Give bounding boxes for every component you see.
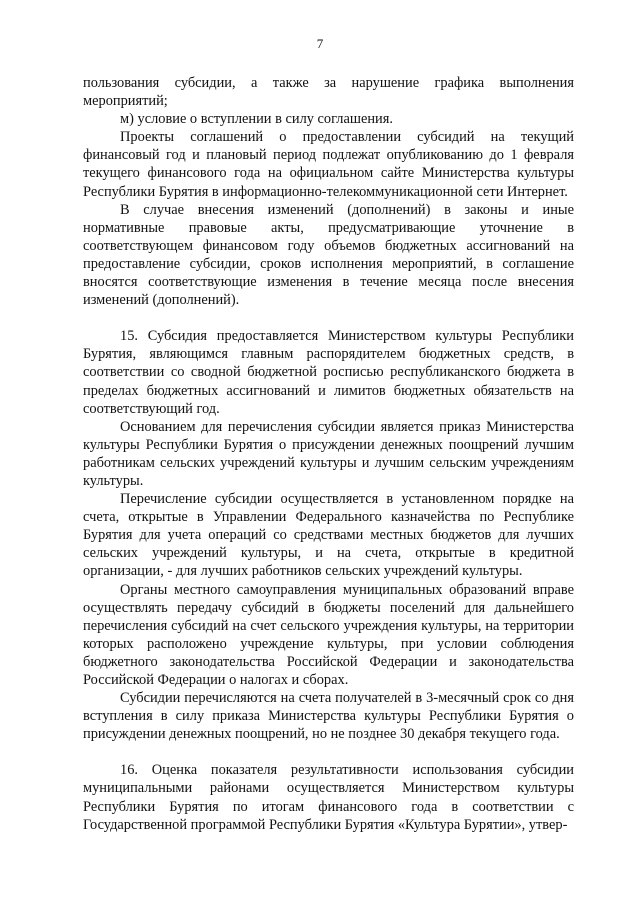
paragraph-7: Перечисление субсидии осуществляется в установленном порядке на счета, открытые в Управлении Федерального казначейства по Республике Бурятия для учета операций со средствами местных бюджетов для лучших сельских учреждений культуры, и на счета, открытые в кредитной организации, - для лучших работников сельских учреждений культуры. [83, 491, 574, 580]
paragraph-9: Субсидии перечисляются на счета получателей в 3-месячный срок со дня вступления в силу приказа Министерства культуры Республики Бурятия о присуждении денежных поощрений, но не позднее 30 декабря текущего года. [83, 690, 574, 743]
paragraph-6: Основанием для перечисления субсидии является приказ Министерства культуры Республики Бурятия о присуждении денежных поощрений лучшим работникам сельских учреждений культуры и лучшим сельским учреждениям культуры. [83, 418, 574, 489]
paragraph-2: м) условие о вступлении в силу соглашения. [120, 111, 393, 128]
document-body [83, 74, 574, 834]
paragraph-5: 15. Субсидия предоставляется Министерством культуры Республики Бурятия, являющимся главным распорядителем бюджетных средств, в соответствии со сводной бюджетной росписью республиканского бюджета в пределах бюджетных ассигнований и лимитов бюджетных обязательств на соответствующий год. [83, 328, 574, 417]
page-number: 7 [316, 36, 324, 51]
paragraph-3: Проекты соглашений о предоставлении субсидий на текущий финансовый год и плановый период подлежат опубликованию до 1 февраля текущего финансового года на официальном сайте Министерства культуры Республики Бурятия в информационно-телекоммуникационной сети Интернет. [83, 129, 574, 200]
paragraph-8: Органы местного самоуправления муниципальных образований вправе осуществлять передачу субсидий в бюджеты поселений для дальнейшего перечисления субсидий на счет сельского учреждения культуры, на территории которых расположено учреждение культуры, при условии соблюдения бюджетного законодательства Российской Федерации и законодательства Российской Федерации о налогах и сборах. [83, 581, 574, 688]
paragraph-1: пользования субсидии, а также за нарушение графика выполнения мероприятий; [83, 75, 574, 110]
paragraph-4: В случае внесения изменений (дополнений) в законы и иные нормативные правовые акты, предусматривающие уточнение в соответствующем финансовом году объемов бюджетных ассигнований на предоставление субсидии, сроков исполнения мероприятий, в соглашение вносятся соответствующие изменения в течение месяца после внесения изменений (дополнений). [83, 201, 574, 309]
paragraph-10: 16. Оценка показателя результативности использования субсидии муниципальными районами осуществляется Министерством культуры Республики Бурятия по итогам финансового года в соответствии с Государственной программой Республики Бурятия «Культура Бурятии», утвер- [83, 762, 574, 833]
